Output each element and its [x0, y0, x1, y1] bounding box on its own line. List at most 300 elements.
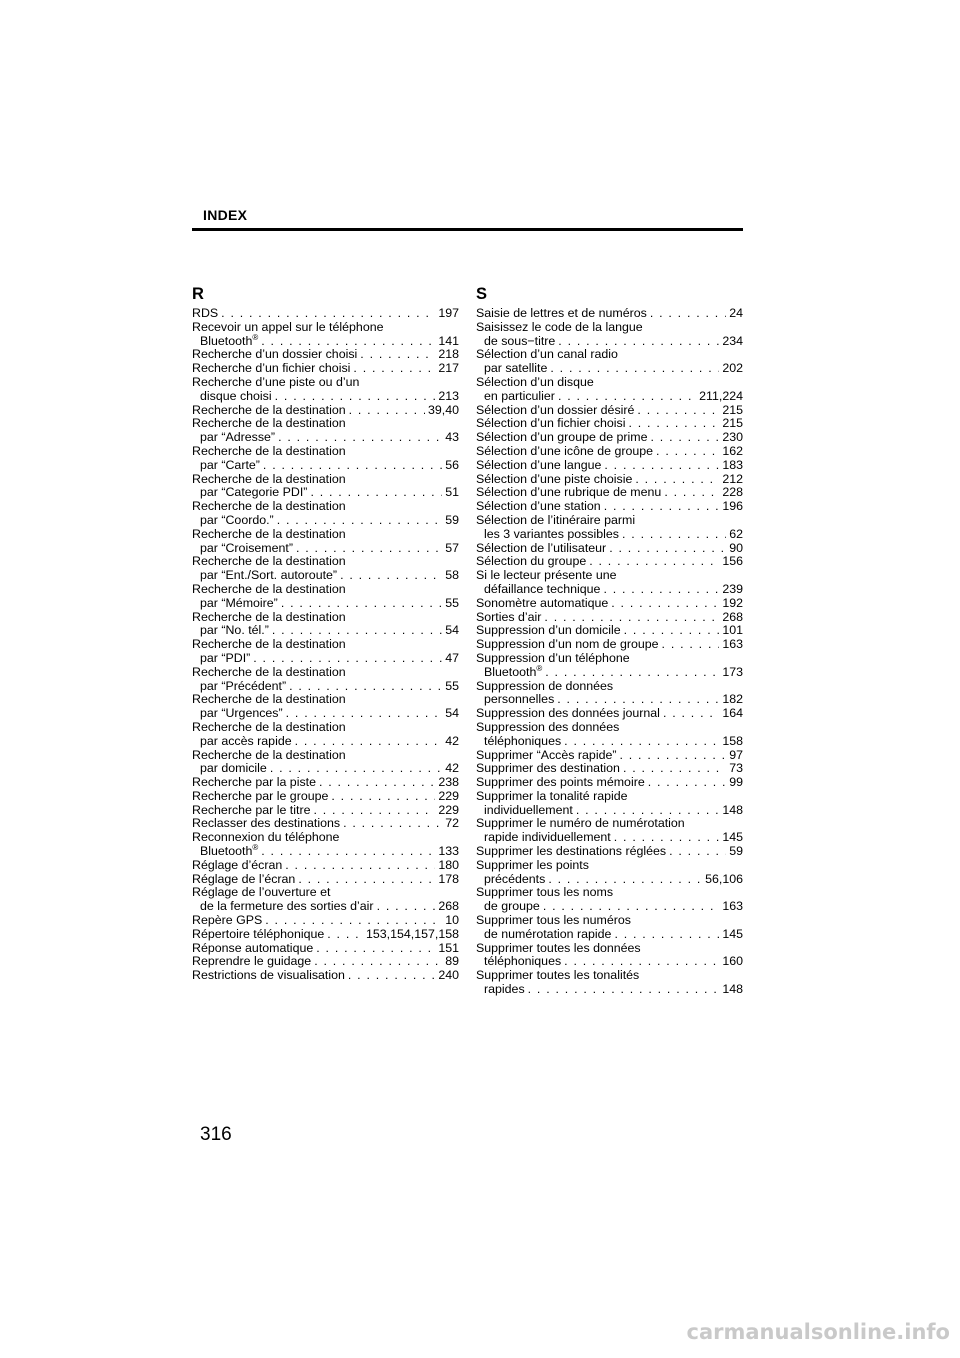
page-header-title: INDEX — [203, 207, 248, 223]
index-entry-line — [192, 362, 459, 376]
index-page-ref: 182 — [722, 692, 743, 707]
index-entry — [476, 569, 743, 597]
index-entry — [476, 542, 743, 556]
index-page-ref: 218 — [438, 347, 459, 362]
index-entry — [476, 459, 743, 473]
index-term: Sélection d’un disque — [476, 374, 594, 389]
index-page-ref: 153,154,157,158 — [365, 926, 459, 941]
index-term: Bluetooth® — [200, 842, 259, 859]
index-page-ref: 133 — [438, 844, 459, 859]
index-entry-line — [476, 417, 743, 431]
dot-leader — [664, 486, 719, 500]
index-entry-line — [476, 886, 743, 900]
index-page-ref: 163 — [722, 637, 743, 652]
index-term: Recherche de la destination — [192, 719, 346, 734]
index-term: Recherche de la destination — [192, 499, 346, 514]
index-entry — [476, 417, 743, 431]
index-page-ref: 42 — [445, 733, 459, 748]
index-entry — [476, 431, 743, 445]
index-term: Supprimer des destination — [476, 761, 620, 776]
index-entry — [476, 721, 743, 749]
index-term: Reclasser des destinations — [192, 816, 341, 831]
index-page-ref: 196 — [722, 499, 743, 514]
dot-leader — [340, 569, 442, 583]
index-entry-line — [476, 735, 743, 749]
index-entry-line — [192, 321, 459, 335]
index-entry-line — [192, 749, 459, 763]
index-column-r — [192, 284, 459, 983]
index-entry-line — [192, 445, 459, 459]
index-entry-line — [476, 486, 743, 500]
index-entry-line — [192, 473, 459, 487]
index-page-ref: 229 — [438, 788, 459, 803]
dot-leader — [298, 873, 435, 887]
index-page-ref: 158 — [722, 733, 743, 748]
index-term: Sélection d’un canal radio — [476, 347, 618, 362]
index-page-ref: 51 — [445, 485, 459, 500]
index-page-ref: 54 — [445, 706, 459, 721]
index-term: Répertoire téléphonique — [192, 926, 325, 941]
index-term: Saisie de lettres et de numéros — [476, 306, 647, 320]
index-entry-line — [476, 321, 743, 335]
index-term: par “Urgences” — [200, 706, 283, 721]
index-entry — [192, 955, 459, 969]
index-term: par satellite — [484, 361, 548, 376]
index-entry-list — [476, 307, 743, 997]
index-page-ref: 151 — [438, 940, 459, 955]
index-page-ref: 240 — [438, 968, 459, 983]
index-entry-line — [192, 542, 459, 556]
dot-leader — [564, 955, 719, 969]
header-rule — [192, 228, 743, 231]
index-term: Suppression d’un domicile — [476, 623, 621, 638]
index-entry-line — [192, 804, 459, 818]
index-entry — [192, 500, 459, 528]
index-entry-line — [476, 663, 743, 680]
index-page-ref: 212 — [722, 471, 743, 486]
dot-leader — [550, 362, 719, 376]
index-page-ref: 160 — [722, 954, 743, 969]
index-entry — [192, 831, 459, 859]
index-term: Supprimer toutes les tonalités — [476, 968, 640, 983]
index-entry-line — [476, 569, 743, 583]
index-page-ref: 101 — [722, 623, 743, 638]
dot-leader — [296, 542, 442, 556]
index-term: disque choisi — [200, 388, 272, 403]
index-entry — [476, 321, 743, 349]
index-entry-line — [476, 707, 743, 721]
index-term: Sélection d’une icône de groupe — [476, 443, 654, 458]
index-entry-line — [476, 845, 743, 859]
dot-leader — [544, 611, 719, 625]
dot-leader — [263, 459, 442, 473]
index-entry-list — [192, 307, 459, 983]
dot-leader — [343, 817, 442, 831]
index-entry-line — [476, 928, 743, 942]
index-term: Suppression d’un nom de groupe — [476, 637, 659, 652]
index-term: Réponse automatique — [192, 940, 314, 955]
index-term: défaillance technique — [484, 581, 601, 596]
index-entry-line — [476, 693, 743, 707]
index-entry-line — [476, 900, 743, 914]
index-column-s — [476, 284, 743, 997]
index-term: Reprendre le guidage — [192, 954, 312, 969]
index-entry-line — [192, 486, 459, 500]
dot-leader — [558, 390, 696, 404]
index-term: Supprimer le numéro de numérotation — [476, 816, 685, 831]
index-page-ref: 162 — [722, 443, 743, 458]
dot-leader — [295, 735, 443, 749]
dot-leader — [261, 845, 435, 859]
index-term: Supprimer les points — [476, 857, 589, 872]
index-entry — [192, 790, 459, 804]
index-page-ref: 148 — [722, 982, 743, 997]
page-number: 316 — [200, 1124, 232, 1145]
index-entry — [192, 969, 459, 983]
index-entry-line — [476, 914, 743, 928]
dot-leader — [651, 431, 720, 445]
index-entry-line — [476, 942, 743, 956]
dot-leader — [310, 486, 442, 500]
index-term: Réglage de l’ouverture et — [192, 885, 331, 900]
index-page-ref: 62 — [729, 526, 743, 541]
dot-leader — [603, 583, 719, 597]
index-entry — [192, 942, 459, 956]
index-entry-line — [192, 459, 459, 473]
index-entry-line — [192, 611, 459, 625]
index-page-ref: 238 — [438, 775, 459, 790]
index-page-ref: 211,224 — [699, 388, 743, 403]
index-entry-line — [476, 955, 743, 969]
dot-leader — [656, 445, 719, 459]
index-entry-line — [192, 666, 459, 680]
index-entry-line — [192, 790, 459, 804]
index-entry-line — [192, 762, 459, 776]
index-page-ref: 145 — [722, 926, 743, 941]
index-entry — [476, 969, 743, 997]
index-entry — [192, 749, 459, 777]
dot-leader — [557, 693, 719, 707]
index-entry — [476, 486, 743, 500]
dot-leader — [576, 804, 719, 818]
index-entry — [476, 514, 743, 542]
index-entry-line — [476, 680, 743, 694]
index-entry-line — [476, 542, 743, 556]
index-entry-line — [476, 859, 743, 873]
index-entry — [192, 886, 459, 914]
index-term: rapides — [484, 982, 525, 997]
index-term: Recherche par la piste — [192, 775, 316, 790]
index-term: Repère GPS — [192, 913, 263, 928]
index-entry-line — [192, 969, 459, 983]
dot-leader — [349, 404, 425, 418]
index-entry — [476, 638, 743, 652]
index-term: par accès rapide — [200, 733, 292, 748]
dot-leader — [278, 431, 442, 445]
index-page-ref: 54 — [445, 623, 459, 638]
index-term: Supprimer “Accès rapide” — [476, 747, 617, 762]
index-page-ref: 24 — [729, 306, 743, 320]
index-entry — [192, 611, 459, 639]
index-entry-line — [476, 473, 743, 487]
index-entry — [192, 859, 459, 873]
dot-leader — [275, 390, 436, 404]
dot-leader — [277, 514, 443, 528]
index-page-ref: 173 — [722, 664, 743, 679]
index-entry-line — [192, 597, 459, 611]
index-entry-line — [192, 955, 459, 969]
dot-leader — [313, 804, 435, 818]
index-entry — [476, 473, 743, 487]
index-entry — [192, 362, 459, 376]
index-term: par “Précédent” — [200, 678, 287, 693]
index-entry — [192, 873, 459, 887]
index-entry-line — [192, 528, 459, 542]
index-page-ref: 178 — [438, 871, 459, 886]
index-entry — [476, 859, 743, 887]
index-page-ref: 217 — [438, 361, 459, 376]
index-page-ref: 148 — [722, 802, 743, 817]
index-term: par “Categorie PDI” — [200, 485, 308, 500]
dot-leader — [281, 597, 442, 611]
index-term: de groupe — [484, 899, 540, 914]
dot-leader — [564, 735, 719, 749]
index-term: Supprimer tous les numéros — [476, 913, 631, 928]
dot-leader — [270, 762, 442, 776]
index-entry-line — [476, 376, 743, 390]
index-entry — [192, 721, 459, 749]
index-term: personnelles — [484, 692, 555, 707]
index-entry — [192, 928, 459, 942]
index-term: Recherche de la destination — [192, 526, 346, 541]
index-entry — [476, 652, 743, 680]
index-term: par “PDI” — [200, 650, 251, 665]
index-entry-line — [476, 335, 743, 349]
index-term: de numérotation rapide — [484, 926, 612, 941]
index-entry-line — [476, 307, 743, 321]
index-term: Recherche par le titre — [192, 802, 311, 817]
index-term: Recherche de la destination — [192, 609, 346, 624]
index-term: Supprimer toutes les données — [476, 940, 641, 955]
index-term: Recherche d’un fichier choisi — [192, 361, 351, 376]
index-entry — [192, 307, 459, 321]
index-page-ref: 73 — [729, 761, 743, 776]
index-entry-line — [192, 735, 459, 749]
dot-leader — [624, 624, 720, 638]
index-entry-line — [192, 390, 459, 404]
index-term: Sélection d’une langue — [476, 457, 602, 472]
index-term: individuellement — [484, 802, 573, 817]
index-page-ref: 90 — [729, 540, 743, 555]
index-entry — [192, 583, 459, 611]
index-page-ref: 10 — [445, 913, 459, 928]
dot-leader — [319, 776, 435, 790]
index-page-ref: 202 — [722, 361, 743, 376]
index-term: Recherche d’une piste ou d’un — [192, 374, 360, 389]
index-term: par “Coordo.” — [200, 512, 274, 527]
index-page-ref: 183 — [722, 457, 743, 472]
index-term: Supprimer tous les noms — [476, 885, 614, 900]
index-page-ref: 55 — [445, 595, 459, 610]
index-entry-line — [192, 514, 459, 528]
index-entry-line — [476, 348, 743, 362]
index-entry-line — [476, 762, 743, 776]
dot-leader — [261, 335, 435, 349]
dot-leader — [669, 845, 726, 859]
dot-leader — [327, 928, 363, 942]
index-entry-line — [192, 942, 459, 956]
index-page-ref: 89 — [445, 954, 459, 969]
dot-leader — [377, 900, 436, 914]
dot-leader — [609, 542, 726, 556]
dot-leader — [272, 624, 442, 638]
index-page-ref: 97 — [729, 747, 743, 762]
index-entry-line — [476, 404, 743, 418]
index-term: précédents — [484, 871, 546, 886]
index-page-ref: 228 — [722, 485, 743, 500]
index-term: rapide individuellement — [484, 830, 611, 845]
index-entry — [476, 776, 743, 790]
index-entry — [192, 404, 459, 418]
dot-leader — [285, 859, 435, 873]
dot-leader — [635, 473, 719, 487]
index-entry — [476, 445, 743, 459]
index-term: Recherche de la destination — [192, 747, 346, 762]
index-entry-line — [192, 900, 459, 914]
dot-leader — [221, 307, 435, 321]
index-entry-line — [192, 842, 459, 859]
dot-leader — [265, 914, 442, 928]
index-entry-line — [476, 362, 743, 376]
index-page-ref: 55 — [445, 678, 459, 693]
index-entry — [192, 804, 459, 818]
index-page-ref: 58 — [445, 568, 459, 583]
index-page-ref: 215 — [722, 402, 743, 417]
index-entry — [192, 693, 459, 721]
dot-leader — [545, 666, 719, 680]
index-page-ref: 59 — [729, 844, 743, 859]
dot-leader — [614, 831, 720, 845]
index-entry-line — [476, 983, 743, 997]
index-page-ref: 229 — [438, 802, 459, 817]
dot-leader — [611, 597, 719, 611]
index-entry-line — [476, 652, 743, 666]
index-page-ref: 39,40 — [427, 402, 459, 417]
index-entry-line — [476, 514, 743, 528]
index-term: par “Adresse” — [200, 430, 276, 445]
dot-leader — [558, 335, 719, 349]
index-page-ref: 141 — [438, 333, 459, 348]
index-term: Recherche de la destination — [192, 402, 346, 417]
index-entry — [192, 555, 459, 583]
index-page-ref: 57 — [445, 540, 459, 555]
index-term: Recherche de la destination — [192, 471, 346, 486]
index-entry — [192, 473, 459, 501]
index-entry-line — [476, 790, 743, 804]
index-term: Sélection de l’itinéraire parmi — [476, 512, 636, 527]
dot-leader — [348, 969, 435, 983]
index-page-ref: 180 — [438, 857, 459, 872]
index-term: Saisissez le code de la langue — [476, 319, 643, 334]
index-term: par “No. tél.” — [200, 623, 269, 638]
index-entry — [476, 500, 743, 514]
index-term: Sélection d’une station — [476, 499, 601, 514]
index-page-ref: 268 — [722, 609, 743, 624]
dot-leader — [604, 459, 719, 473]
index-entry-line — [192, 500, 459, 514]
index-entry — [192, 445, 459, 473]
index-entry-line — [476, 431, 743, 445]
index-term: Si le lecteur présente une — [476, 568, 617, 583]
index-page-ref: 192 — [722, 595, 743, 610]
index-entry-line — [476, 749, 743, 763]
index-entry — [476, 624, 743, 638]
dot-leader — [628, 417, 719, 431]
index-term: Reconnexion du téléphone — [192, 830, 340, 845]
index-term: téléphoniques — [484, 954, 562, 969]
index-term: Recherche par le groupe — [192, 788, 329, 803]
dot-leader — [253, 652, 442, 666]
index-term: Sélection d’une rubrique de menu — [476, 485, 662, 500]
section-letter: S — [476, 285, 488, 303]
dot-leader — [528, 983, 720, 997]
index-entry-line — [476, 721, 743, 735]
index-page-ref: 197 — [438, 306, 459, 320]
index-term: Sonomètre automatique — [476, 595, 609, 610]
index-term: Bluetooth® — [200, 332, 259, 348]
index-entry — [476, 845, 743, 859]
index-entry-line — [476, 528, 743, 542]
index-entry-line — [192, 555, 459, 569]
section-letter: R — [192, 285, 204, 303]
index-entry — [476, 404, 743, 418]
index-term: Réglage d’écran — [192, 857, 283, 872]
dot-leader — [650, 307, 726, 321]
index-page-ref: 156 — [722, 554, 743, 569]
index-page-ref: 72 — [445, 816, 459, 831]
index-entry-line — [192, 307, 459, 321]
index-term: Supprimer les destinations réglées — [476, 844, 667, 859]
index-entry-line — [476, 597, 743, 611]
index-term: téléphoniques — [484, 733, 562, 748]
index-entry-line — [192, 721, 459, 735]
index-entry-line — [476, 445, 743, 459]
index-entry — [192, 638, 459, 666]
index-entry — [476, 376, 743, 404]
index-term: Supprimer la tonalité rapide — [476, 788, 628, 803]
index-page-ref: 163 — [722, 899, 743, 914]
index-entry — [192, 776, 459, 790]
dot-leader — [548, 873, 702, 887]
index-entry — [476, 886, 743, 914]
index-term: de sous−titre — [484, 333, 556, 348]
dot-leader — [614, 928, 719, 942]
index-term: Sélection d’un groupe de prime — [476, 430, 648, 445]
index-entry-line — [192, 624, 459, 638]
dot-leader — [623, 762, 726, 776]
dot-leader — [637, 404, 719, 418]
index-term: Recherche de la destination — [192, 554, 346, 569]
index-page-ref: 239 — [722, 581, 743, 596]
dot-leader — [604, 500, 720, 514]
index-term: Suppression des données — [476, 719, 620, 734]
index-term: Recherche de la destination — [192, 692, 346, 707]
index-entry — [476, 597, 743, 611]
dot-leader — [663, 707, 719, 721]
index-entry — [476, 790, 743, 818]
index-entry-line — [192, 376, 459, 390]
index-entry — [476, 817, 743, 845]
